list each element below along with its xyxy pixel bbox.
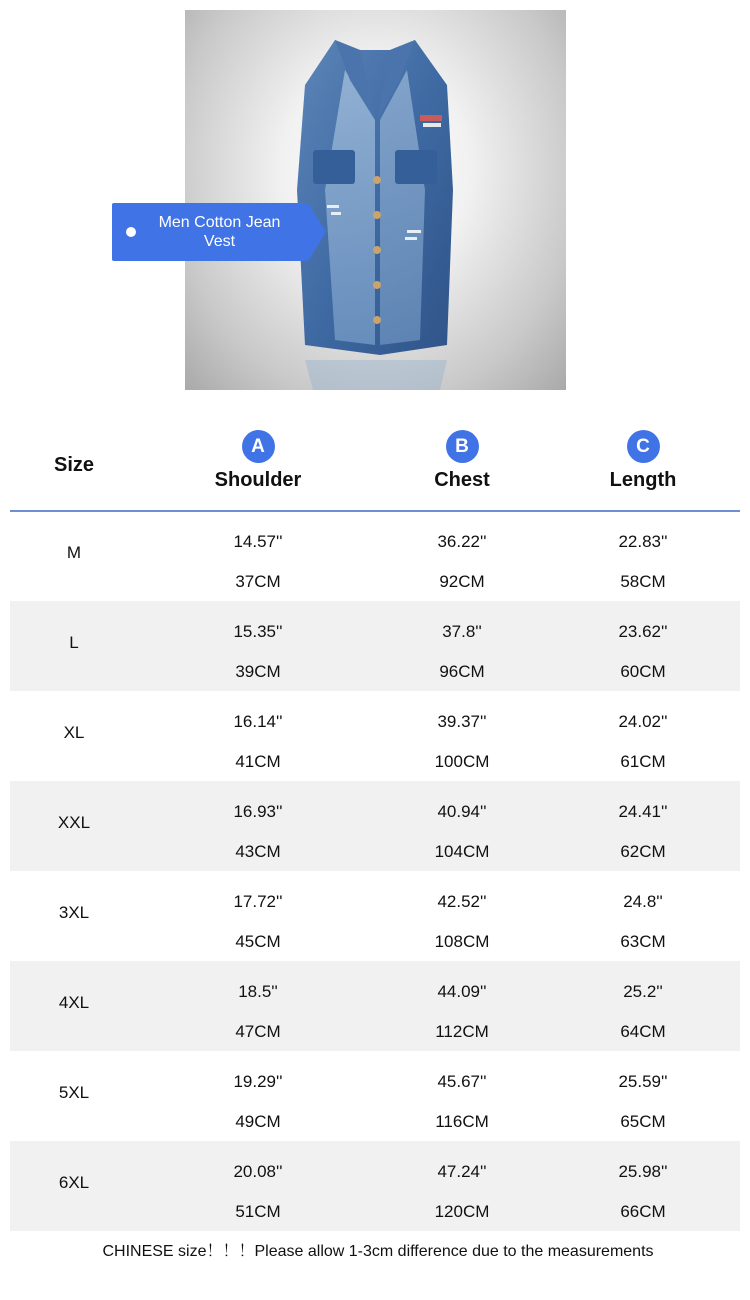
cm-value: 51CM <box>235 1202 281 1221</box>
shoulder-cell <box>158 1141 358 1231</box>
product-photo <box>185 10 566 390</box>
size-cell: XXL <box>57 813 91 832</box>
inch-value: 36.22'' <box>437 532 487 551</box>
inch-value: 37.8'' <box>442 622 482 641</box>
inch-value: 40.94'' <box>437 802 487 821</box>
length-cell <box>543 691 743 781</box>
cm-value: 61CM <box>620 752 666 771</box>
cm-value: 41CM <box>235 752 281 771</box>
shoulder-cell <box>158 601 358 691</box>
cm-value: 92CM <box>439 572 485 591</box>
inch-value: 15.35'' <box>233 622 283 641</box>
table-row <box>10 601 740 691</box>
cm-value: 62CM <box>620 842 666 861</box>
header-shoulder-label: Shoulder <box>214 469 302 491</box>
length-cell <box>543 601 743 691</box>
size-cell: 5XL <box>58 1083 90 1102</box>
cm-value: 66CM <box>620 1202 666 1221</box>
badge-a: A <box>242 430 275 463</box>
length-cell <box>543 871 743 961</box>
header-length <box>543 420 743 510</box>
badge-c: C <box>627 430 660 463</box>
header-shoulder <box>158 420 358 510</box>
inch-value: 42.52'' <box>437 892 487 911</box>
inch-value: 17.72'' <box>233 892 283 911</box>
cm-value: 39CM <box>235 662 281 681</box>
cm-value: 65CM <box>620 1112 666 1131</box>
chest-cell <box>362 601 562 691</box>
cm-value: 100CM <box>434 752 490 771</box>
cm-value: 64CM <box>620 1022 666 1041</box>
inch-value: 47.24'' <box>437 1162 487 1181</box>
chest-cell <box>362 961 562 1051</box>
size-cell: L <box>69 633 79 652</box>
table-row <box>10 781 740 871</box>
table-row <box>10 511 740 601</box>
chest-cell <box>362 781 562 871</box>
cm-value: 37CM <box>235 572 281 591</box>
header-chest-label: Chest <box>434 469 490 491</box>
length-cell <box>543 961 743 1051</box>
cm-value: 47CM <box>235 1022 281 1041</box>
size-cell: 6XL <box>58 1173 90 1192</box>
cm-value: 58CM <box>620 572 666 591</box>
size-table-header <box>10 420 740 512</box>
inch-value: 23.62'' <box>618 622 668 641</box>
size-table-body <box>10 511 740 1231</box>
inch-value: 25.2'' <box>623 982 663 1001</box>
shoulder-cell <box>158 1051 358 1141</box>
size-cell: 3XL <box>58 903 90 922</box>
inch-value: 45.67'' <box>437 1072 487 1091</box>
cm-value: 43CM <box>235 842 281 861</box>
cm-value: 108CM <box>434 932 490 951</box>
inch-value: 25.59'' <box>618 1072 668 1091</box>
header-size-label: Size <box>53 453 95 476</box>
size-cell: XL <box>63 723 85 742</box>
chest-cell <box>362 691 562 781</box>
shoulder-cell <box>158 781 358 871</box>
bullet-icon <box>126 227 136 237</box>
inch-value: 16.14'' <box>233 712 283 731</box>
inch-value: 39.37'' <box>437 712 487 731</box>
cm-value: 63CM <box>620 932 666 951</box>
denim-vest-illustration <box>185 10 566 390</box>
chest-cell <box>362 511 562 601</box>
cm-value: 96CM <box>439 662 485 681</box>
length-cell <box>543 1051 743 1141</box>
table-row <box>10 871 740 961</box>
inch-value: 18.5'' <box>238 982 278 1001</box>
shoulder-cell <box>158 691 358 781</box>
inch-value: 24.02'' <box>618 712 668 731</box>
cm-value: 45CM <box>235 932 281 951</box>
inch-value: 19.29'' <box>233 1072 283 1091</box>
cm-value: 104CM <box>434 842 490 861</box>
cm-value: 120CM <box>434 1202 490 1221</box>
badge-b: B <box>446 430 479 463</box>
inch-value: 20.08'' <box>233 1162 283 1181</box>
size-cell: M <box>66 543 82 562</box>
shoulder-cell <box>158 871 358 961</box>
table-row <box>10 1051 740 1141</box>
header-size <box>10 420 138 510</box>
chest-cell <box>362 871 562 961</box>
header-chest <box>362 420 562 510</box>
inch-value: 22.83'' <box>618 532 668 551</box>
header-length-label: Length <box>609 469 677 491</box>
inch-value: 24.8'' <box>623 892 663 911</box>
chest-cell <box>362 1051 562 1141</box>
inch-value: 24.41'' <box>618 802 668 821</box>
shoulder-cell <box>158 961 358 1051</box>
product-name-label: Men Cotton Jean Vest <box>158 214 281 250</box>
inch-value: 14.57'' <box>233 532 283 551</box>
table-row <box>10 1141 740 1231</box>
product-name-callout <box>112 203 308 261</box>
length-cell <box>543 511 743 601</box>
length-cell <box>543 781 743 871</box>
table-row <box>10 691 740 781</box>
chest-cell <box>362 1141 562 1231</box>
table-row <box>10 961 740 1051</box>
cm-value: 60CM <box>620 662 666 681</box>
inch-value: 44.09'' <box>437 982 487 1001</box>
cm-value: 49CM <box>235 1112 281 1131</box>
measurement-note: CHINESE size！！！Please allow 1-3cm difference due to the measurements <box>102 1243 654 1260</box>
cm-value: 112CM <box>435 1022 489 1041</box>
size-cell: 4XL <box>58 993 90 1012</box>
cm-value: 116CM <box>435 1112 489 1131</box>
length-cell <box>543 1141 743 1231</box>
inch-value: 25.98'' <box>618 1162 668 1181</box>
inch-value: 16.93'' <box>233 802 283 821</box>
shoulder-cell <box>158 511 358 601</box>
